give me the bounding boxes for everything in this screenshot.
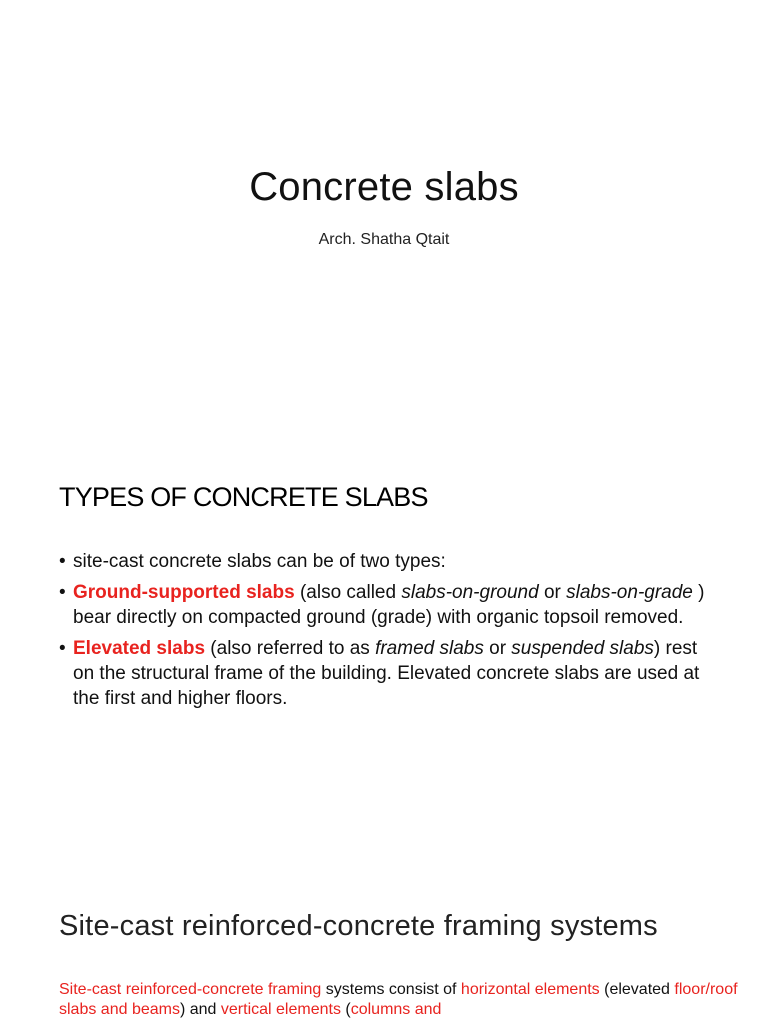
slide-heading: Site-cast reinforced-concrete framing systems (59, 910, 658, 942)
highlight-term: Site-cast reinforced-concrete framing (59, 981, 322, 998)
bullet-marker: • (59, 582, 66, 603)
bullet-text: ) bear directly on compacted ground (grade) with organic topsoil removed. (73, 582, 705, 628)
paragraph-text: systems consist of (321, 981, 461, 998)
slide-heading: TYPES OF CONCRETE SLABS (59, 482, 428, 512)
bullet-term: Elevated slabs (73, 638, 206, 659)
bullet-italic-term: slabs-on-ground (401, 582, 539, 603)
bullet-text: or (538, 582, 567, 603)
slide-subtitle: Arch. Shatha Qtait (318, 231, 450, 248)
bullet-text: or (483, 638, 512, 659)
bullet-italic-term: suspended slabs (511, 638, 654, 659)
bullet-item (59, 549, 709, 574)
paragraph-text: ) and (179, 1001, 221, 1018)
highlight-term: vertical elements (220, 1001, 341, 1018)
types-slide (0, 432, 768, 864)
bullet-list (59, 549, 709, 717)
bullet-marker: • (59, 551, 66, 572)
highlight-term: horizontal elements (460, 981, 600, 998)
bullet-text: (also called (294, 582, 402, 603)
slide-title: Concrete slabs (249, 165, 519, 209)
bullet-text: site-cast concrete slabs can be of two types: (73, 551, 446, 572)
bullet-text: (also referred to as (205, 638, 376, 659)
slide-paragraph (59, 980, 739, 1020)
paragraph-text: ( (340, 1001, 351, 1018)
bullet-italic-term: slabs-on-grade (566, 582, 693, 603)
paragraph-text: (elevated (599, 981, 675, 998)
title-slide (0, 0, 768, 432)
bullet-item (59, 636, 709, 711)
highlight-term: floor/roof slabs and beams (59, 981, 738, 1018)
bullet-term: Ground-supported slabs (73, 582, 295, 603)
framing-slide (0, 864, 768, 1024)
bullet-marker: • (59, 638, 66, 659)
bullet-text: ) rest on the structural frame of the building. Elevated concrete slabs are used at the first and higher floors. (73, 638, 700, 709)
highlight-term: columns and (350, 1001, 442, 1018)
bullet-italic-term: framed slabs (375, 638, 484, 659)
bullet-item (59, 580, 709, 630)
